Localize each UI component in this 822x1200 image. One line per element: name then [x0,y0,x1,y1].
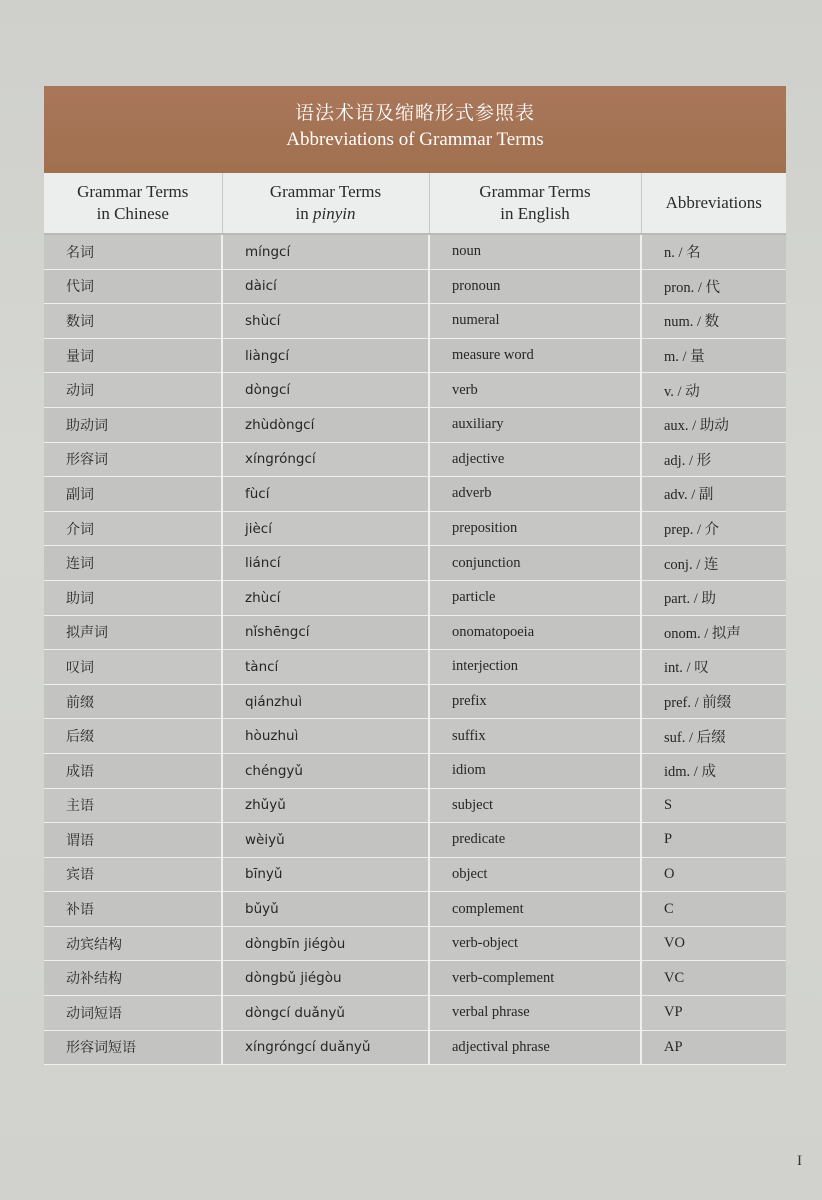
term-pinyin-cell: chéngyǔ [222,753,429,788]
table-row [44,407,786,442]
abbreviation-cell: pref. / 前缀 [641,684,786,719]
table-row [44,442,786,477]
header-terms-pinyin: Grammar Terms in pinyin [222,173,429,234]
term-chinese-cell: 动宾结构 [44,926,222,961]
term-pinyin-cell: zhǔyǔ [222,788,429,823]
header-terms-english: Grammar Terms in English [429,173,641,234]
table-row [44,338,786,373]
term-pinyin-cell: zhùdòngcí [222,407,429,442]
abbreviation-cell: pron. / 代 [641,269,786,304]
term-english-cell: predicate [429,823,641,858]
term-chinese-cell: 名词 [44,234,222,269]
term-english-cell: prefix [429,684,641,719]
term-english-cell: conjunction [429,546,641,581]
table-row [44,511,786,546]
title-chinese: 语法术语及缩略形式参照表 [294,102,535,124]
abbreviation-cell: suf. / 后缀 [641,719,786,754]
grammar-terms-table-block [44,86,786,1065]
table-header-row [44,173,786,234]
term-chinese-cell: 前缀 [44,684,222,719]
term-chinese-cell: 形容词 [44,442,222,477]
term-chinese-cell: 量词 [44,338,222,373]
term-chinese-cell: 主语 [44,788,222,823]
term-chinese-cell: 介词 [44,511,222,546]
term-pinyin-cell: shùcí [222,304,429,339]
term-english-cell: particle [429,580,641,615]
table-row [44,615,786,650]
term-pinyin-cell: dòngcí [222,373,429,408]
term-chinese-cell: 后缀 [44,719,222,754]
term-english-cell: verb [429,373,641,408]
table-row [44,304,786,339]
term-pinyin-cell: fùcí [222,477,429,512]
abbreviation-cell: idm. / 成 [641,753,786,788]
term-pinyin-cell: zhùcí [222,580,429,615]
term-chinese-cell: 动词短语 [44,996,222,1031]
term-pinyin-cell: liáncí [222,546,429,581]
term-english-cell: pronoun [429,269,641,304]
term-chinese-cell: 数词 [44,304,222,339]
term-chinese-cell: 动补结构 [44,961,222,996]
term-pinyin-cell: nǐshēngcí [222,615,429,650]
term-english-cell: complement [429,892,641,927]
header-abbreviations: Abbreviations [641,173,786,234]
abbreviation-cell: VC [641,961,786,996]
table-row [44,650,786,685]
term-english-cell: verb-complement [429,961,641,996]
table-row [44,719,786,754]
term-pinyin-cell: dòngbǔ jiégòu [222,961,429,996]
table-title-banner [44,86,786,173]
term-chinese-cell: 形容词短语 [44,1030,222,1065]
term-pinyin-cell: dàicí [222,269,429,304]
term-chinese-cell: 副词 [44,477,222,512]
abbreviation-cell: S [641,788,786,823]
term-chinese-cell: 助词 [44,580,222,615]
title-english: Abbreviations of Grammar Terms [286,129,544,150]
term-chinese-cell: 补语 [44,892,222,927]
abbreviation-cell: v. / 动 [641,373,786,408]
term-english-cell: auxiliary [429,407,641,442]
table-row [44,373,786,408]
term-english-cell: preposition [429,511,641,546]
table-row [44,788,786,823]
abbreviation-cell: VO [641,926,786,961]
abbreviation-cell: P [641,823,786,858]
term-pinyin-cell: dòngbīn jiégòu [222,926,429,961]
abbreviation-cell: m. / 量 [641,338,786,373]
abbreviation-cell: num. / 数 [641,304,786,339]
term-english-cell: onomatopoeia [429,615,641,650]
term-chinese-cell: 代词 [44,269,222,304]
term-english-cell: idiom [429,753,641,788]
term-chinese-cell: 成语 [44,753,222,788]
term-english-cell: measure word [429,338,641,373]
table-row [44,684,786,719]
term-pinyin-cell: xíngróngcí [222,442,429,477]
term-english-cell: verbal phrase [429,996,641,1031]
table-row [44,823,786,858]
term-pinyin-cell: qiánzhuì [222,684,429,719]
term-chinese-cell: 叹词 [44,650,222,685]
term-english-cell: subject [429,788,641,823]
term-english-cell: object [429,857,641,892]
table-row [44,477,786,512]
table-row [44,961,786,996]
abbreviation-cell: prep. / 介 [641,511,786,546]
term-chinese-cell: 助动词 [44,407,222,442]
table-body [44,234,786,1065]
term-pinyin-cell: dòngcí duǎnyǔ [222,996,429,1031]
table-row [44,580,786,615]
term-english-cell: noun [429,234,641,269]
term-pinyin-cell: bǔyǔ [222,892,429,927]
abbreviation-cell: VP [641,996,786,1031]
abbreviation-cell: adj. / 形 [641,442,786,477]
abbreviation-cell: aux. / 助动 [641,407,786,442]
table-row [44,1030,786,1065]
term-english-cell: adjective [429,442,641,477]
header-terms-chinese: Grammar Terms in Chinese [44,173,222,234]
abbreviation-cell: conj. / 连 [641,546,786,581]
abbreviation-cell: n. / 名 [641,234,786,269]
abbreviation-cell: AP [641,1030,786,1065]
term-pinyin-cell: hòuzhuì [222,719,429,754]
term-pinyin-cell: xíngróngcí duǎnyǔ [222,1030,429,1065]
term-pinyin-cell: wèiyǔ [222,823,429,858]
term-chinese-cell: 拟声词 [44,615,222,650]
term-english-cell: numeral [429,304,641,339]
term-chinese-cell: 动词 [44,373,222,408]
term-chinese-cell: 谓语 [44,823,222,858]
table-row [44,857,786,892]
abbreviation-cell: adv. / 副 [641,477,786,512]
table-row [44,546,786,581]
table-row [44,926,786,961]
term-pinyin-cell: jiècí [222,511,429,546]
grammar-terms-table [44,173,786,1065]
term-english-cell: verb-object [429,926,641,961]
term-pinyin-cell: liàngcí [222,338,429,373]
term-chinese-cell: 宾语 [44,857,222,892]
table-row [44,892,786,927]
term-english-cell: suffix [429,719,641,754]
table-row [44,753,786,788]
table-row [44,234,786,269]
term-pinyin-cell: bīnyǔ [222,857,429,892]
term-pinyin-cell: tàncí [222,650,429,685]
term-english-cell: adverb [429,477,641,512]
abbreviation-cell: C [641,892,786,927]
page-number: I [797,1153,802,1169]
abbreviation-cell: int. / 叹 [641,650,786,685]
abbreviation-cell: onom. / 拟声 [641,615,786,650]
term-english-cell: interjection [429,650,641,685]
term-pinyin-cell: míngcí [222,234,429,269]
table-row [44,996,786,1031]
table-row [44,269,786,304]
abbreviation-cell: part. / 助 [641,580,786,615]
term-chinese-cell: 连词 [44,546,222,581]
abbreviation-cell: O [641,857,786,892]
term-english-cell: adjectival phrase [429,1030,641,1065]
